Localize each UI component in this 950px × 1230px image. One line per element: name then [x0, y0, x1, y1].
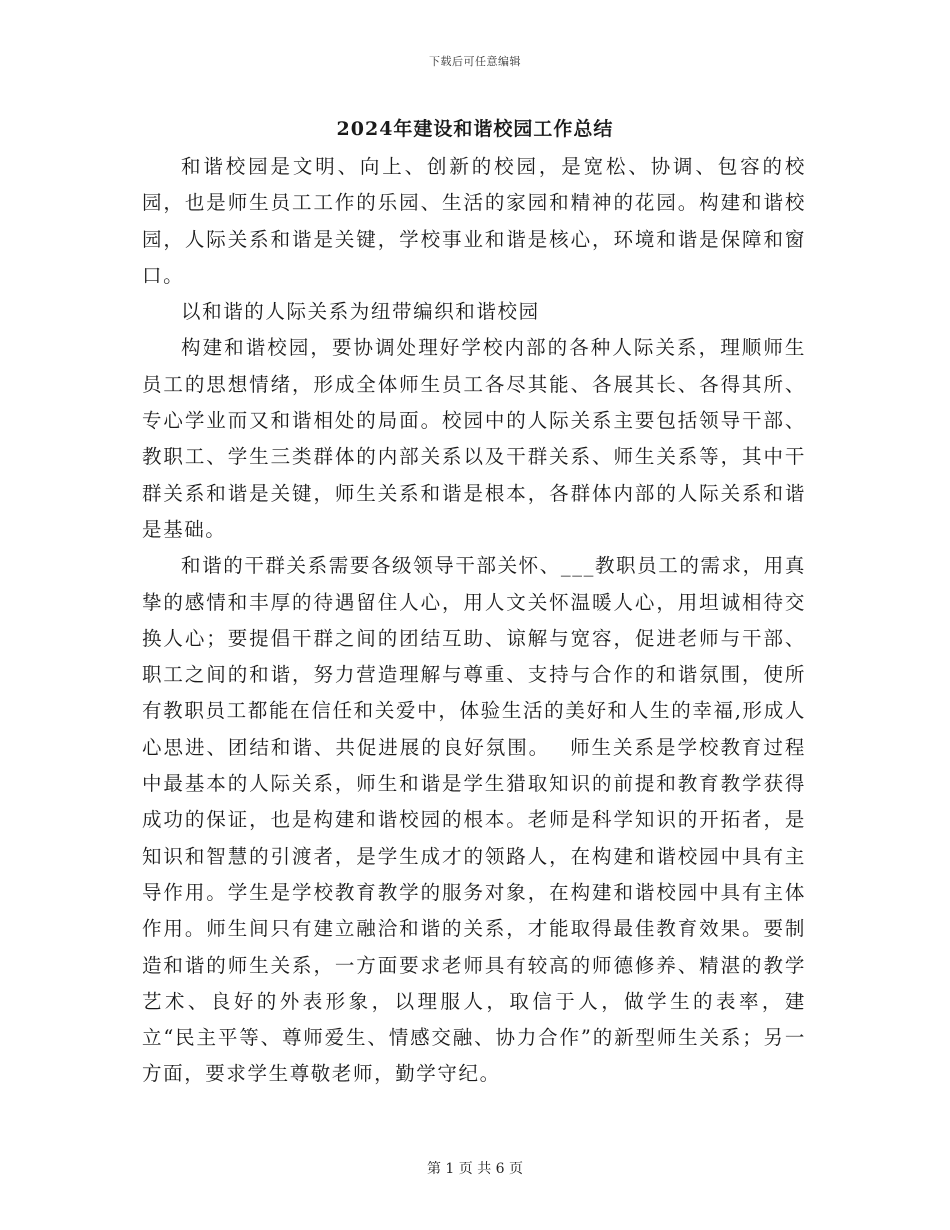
page-number-footer: 第 1 页 共 6 页 — [426, 1161, 524, 1177]
section-heading: 以和谐的人际关系为纽带编织和谐校园 — [181, 300, 540, 324]
paragraph-intro: 和谐校园是文明、向上、创新的校园，是宽松、协调、包容的校园，也是师生员工工作的乐园、生活的家园和精神的花园。构建和谐校园，人际关系和谐是关键，学校事业和谐是核心，环境和谐是保障和窗口。 — [142, 155, 806, 287]
document-title: 2024年建设和谐校园工作总结 — [336, 118, 614, 140]
paragraph-cadre-teacher-student: 和谐的干群关系需要各级领导干部关怀、___教职员工的需求，用真挚的感情和丰厚的待遇留住人心，用人文关怀温暖人心，用坦诚相待交换人心；要提倡干群之间的团结互助、谅解与宽容，促进老师与干部、职工之间的和谐，努力营造理解与尊重、支持与合作的和谐氛围，使所有教职员工都能在信任和关爱中，体验生活的美好和人生的幸福,形成人心思进、团结和谐、共促进展的良好氛围。 师生关系是学校教育过程中最基本的人际关系，师生和谐是学生猎取知识的前提和教育教学获得成功的保证，也是构建和谐校园的根本。老师是科学知识的开拓者，是知识和智慧的引渡者，是学生成才的领路人，在构建和谐校园中具有主导作用。学生是学校教育教学的服务对象，在构建和谐校园中具有主体作用。师生间只有建立融洽和谐的关系，才能取得最佳教育效果。要制造和谐的师生关系，一方面要求老师具有较高的师德修养、精湛的教学艺术、良好的外表形象，以理服人，取信于人，做学生的表率，建立“民主平等、尊师爱生、情感交融、协力合作”的新型师生关系；另一方面，要求学生尊敬老师，勤学守纪。 — [142, 554, 806, 1086]
paragraph-relationships: 构建和谐校园，要协调处理好学校内部的各种人际关系，理顺师生员工的思想情绪，形成全体师生员工各尽其能、各展其长、各得其所、专心学业而又和谐相处的局面。校园中的人际关系主要包括领导干部、教职工、学生三类群体的内部关系以及干群关系、师生关系等，其中干群关系和谐是关键，师生关系和谐是根本，各群体内部的人际关系和谐是基础。 — [142, 336, 806, 541]
document-body — [142, 149, 806, 1093]
page-header-note: 下载后可任意编辑 — [429, 55, 521, 68]
